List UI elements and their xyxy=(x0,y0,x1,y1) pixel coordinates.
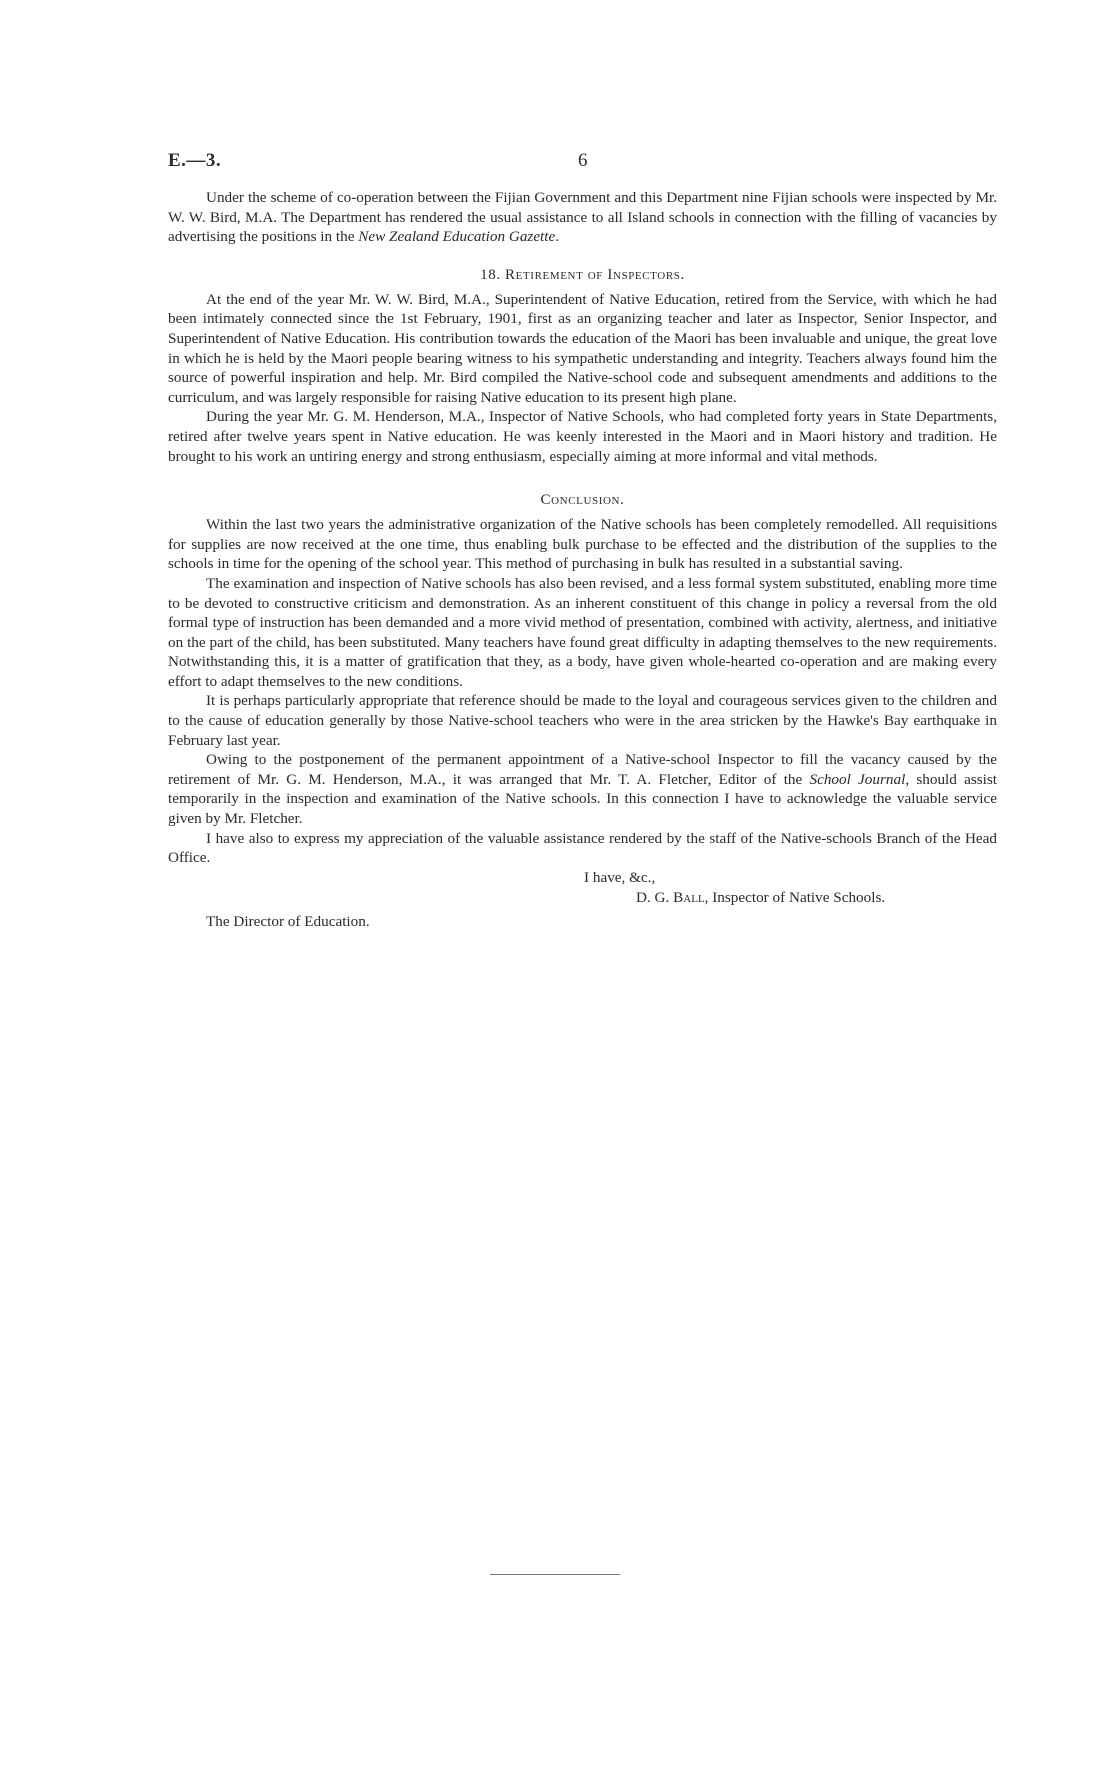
paragraph-examination: The examination and inspection of Native schools has also been revised, and a less formal system substituted, enabling more time to be devoted to constructive criticism and demonstration. As an inherent constituent of this change in policy a reversal from the old formal type of instruction has been demanded and a more vivid method of presentation, combined with activity, alertness, and initiative on the part of the child, has been substituted. Many teachers have found great difficulty in adapting themselves to the new requirements. Notwithstanding this, it is a matter of gratification that they, as a body, have given whole-hearted co-operation and are making every effort to adapt themselves to the new conditions. xyxy=(168,574,997,690)
signatory-name: D. G. Ball xyxy=(636,888,705,906)
signature-salutation: I have, &c., xyxy=(584,868,656,886)
page-header xyxy=(168,150,997,184)
paragraph-earthquake: It is perhaps particularly appropriate that reference should be made to the loyal and courageous services given to the children and to the cause of education generally by those Native-school teachers who were in the area stricken by the Hawke's Bay earthquake in February last year. xyxy=(168,692,997,749)
paragraph-bird-retirement: At the end of the year Mr. W. W. Bird, M.A., Superintendent of Native Education, retired from the Service, with which he had been intimately connected since the 1st February, 1901, first as an organizing teacher and later as Inspector, Senior Inspector, and Superintendent of Native Education. His contribution towards the education of the Maori has been invaluable and unique, the great love in which he is held by the Maori people bearing witness to his sympathetic understanding and integrity. Teachers always found him the source of powerful inspiration and help. Mr. Bird compiled the Native-school code and subsequent amendments and additions to the curriculum, and was largely responsible for raising Native education to its present high plane. xyxy=(168,290,997,406)
intro-paragraph xyxy=(168,188,997,247)
page-number: 6 xyxy=(578,150,588,171)
intro-text-before: Under the scheme of co-operation between the Fijian Government and this Department nine Fijian schools were inspected by Mr. W. W. Bird, M.A. The Department has rendered the usual assistance to all Island schools in connection with the filling of vacancies by advertising the positions in the xyxy=(168,189,997,246)
paragraph-appreciation: I have also to express my appreciation of the valuable assistance rendered by the staff of the Native-schools Branch of the Head Office. xyxy=(168,829,997,867)
document-page xyxy=(168,150,997,932)
section-heading-conclusion: Conclusion. xyxy=(540,492,625,509)
intro-text-after: . xyxy=(555,228,560,246)
fletcher-text-after: , should assist temporarily in the inspection and examination of the Native schools. In this connection I have to acknowledge the valuable service given by Mr. Fletcher. xyxy=(168,770,997,828)
signature-line xyxy=(168,888,997,908)
end-rule-divider xyxy=(490,1574,620,1575)
report-series-label: E.—3. xyxy=(168,150,222,171)
signatory-title: , Inspector of Native Schools. xyxy=(704,888,886,906)
paragraph-henderson-retirement: During the year Mr. G. M. Henderson, M.A., Inspector of Native Schools, who had completed forty years in State Departments, retired after twelve years spent in Native education. He was keenly interested in the Maori and in Maori history and tradition. He brought to his work an untiring energy and strong enthusiasm, especially aiming at more informal and vital methods. xyxy=(168,408,997,465)
gazette-title: New Zealand Education Gazette xyxy=(358,228,556,246)
journal-title: School Journal xyxy=(809,770,906,788)
addressee: The Director of Education. xyxy=(206,912,370,930)
paragraph-fletcher xyxy=(168,750,997,828)
signature-block xyxy=(168,868,997,908)
paragraph-administration: Within the last two years the administrative organization of the Native schools has been completely remodelled. All requisitions for supplies are now received at the one time, thus enabling bulk purchase to be effected and the distribution of the supplies to the schools in time for the opening of the school year. This method of purchasing in bulk has resulted in a substantial saving. xyxy=(168,516,997,573)
fletcher-text-before: Owing to the postponement of the permanent appointment of a Native-school Inspector to fill the vacancy caused by the retirement of Mr. G. M. Henderson, M.A., it was arranged that Mr. T. A. Fletcher, Editor of the xyxy=(168,751,997,788)
section-heading-retirement: 18. Retirement of Inspectors. xyxy=(480,266,685,283)
